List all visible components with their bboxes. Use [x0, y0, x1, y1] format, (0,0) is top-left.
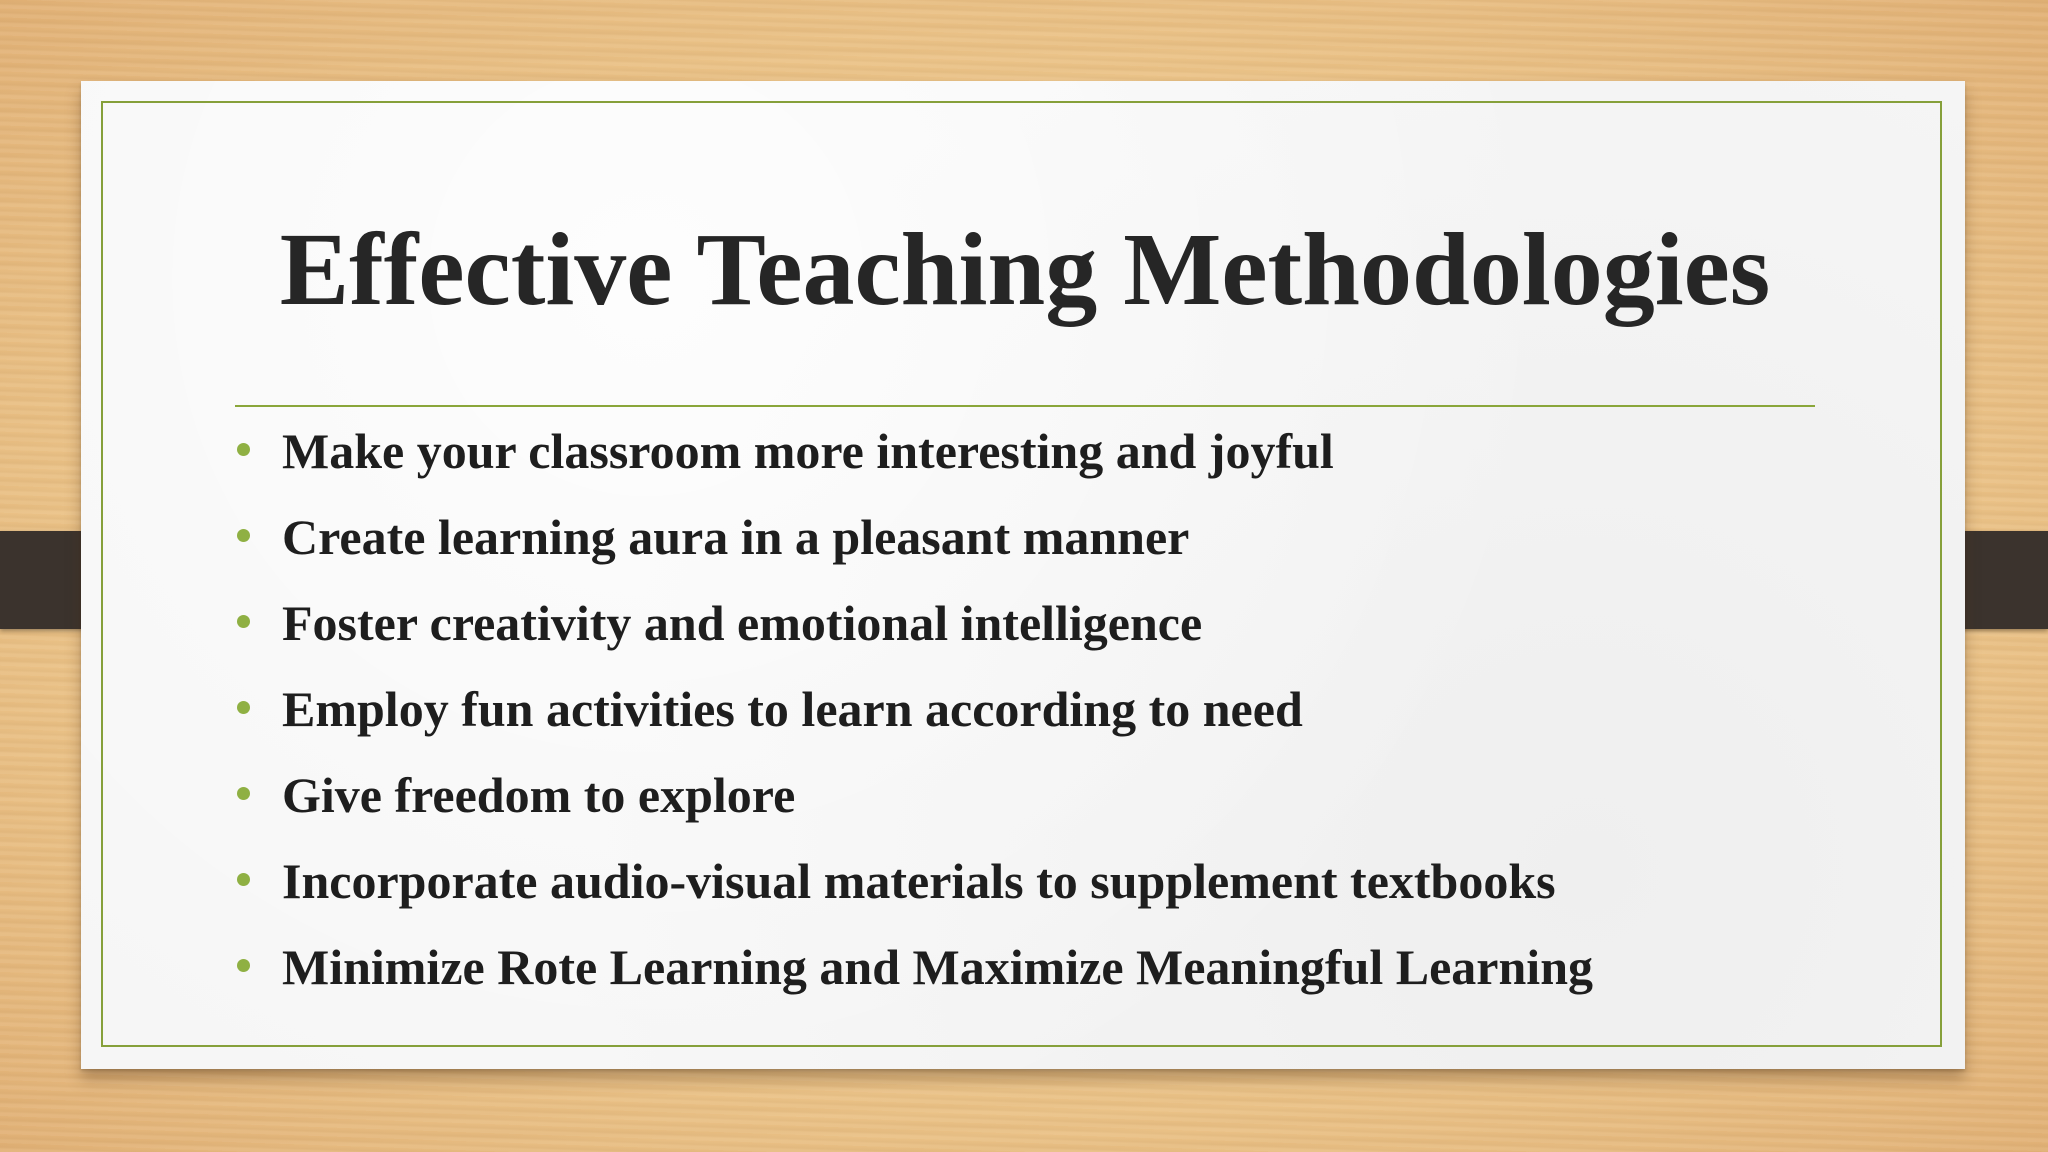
bullet-dot-icon [237, 787, 250, 800]
bullet-text: Incorporate audio-visual materials to supplement textbooks [282, 853, 1556, 909]
bullet-text: Employ fun activities to learn according to need [282, 681, 1303, 737]
bullet-text: Make your classroom more interesting and joyful [282, 423, 1334, 479]
bullet-text: Create learning aura in a pleasant manner [282, 509, 1190, 565]
bullet-text: Foster creativity and emotional intelligence [282, 595, 1203, 651]
list-item [230, 752, 1870, 838]
list-item [230, 838, 1870, 924]
list-item [230, 666, 1870, 752]
list-item [230, 924, 1870, 1010]
bullet-dot-icon [237, 959, 250, 972]
list-item [230, 408, 1870, 494]
title-divider [235, 405, 1815, 407]
bullet-dot-icon [237, 701, 250, 714]
list-item [230, 494, 1870, 580]
bullet-dot-icon [237, 443, 250, 456]
bullet-list [230, 408, 1870, 1010]
slide-title: Effective Teaching Methodologies [279, 212, 1771, 327]
bullet-dot-icon [237, 529, 250, 542]
bullet-dot-icon [237, 615, 250, 628]
bullet-text: Give freedom to explore [282, 767, 796, 823]
bullet-text: Minimize Rote Learning and Maximize Meaningful Learning [282, 939, 1594, 995]
bullet-dot-icon [237, 873, 250, 886]
list-item [230, 580, 1870, 666]
